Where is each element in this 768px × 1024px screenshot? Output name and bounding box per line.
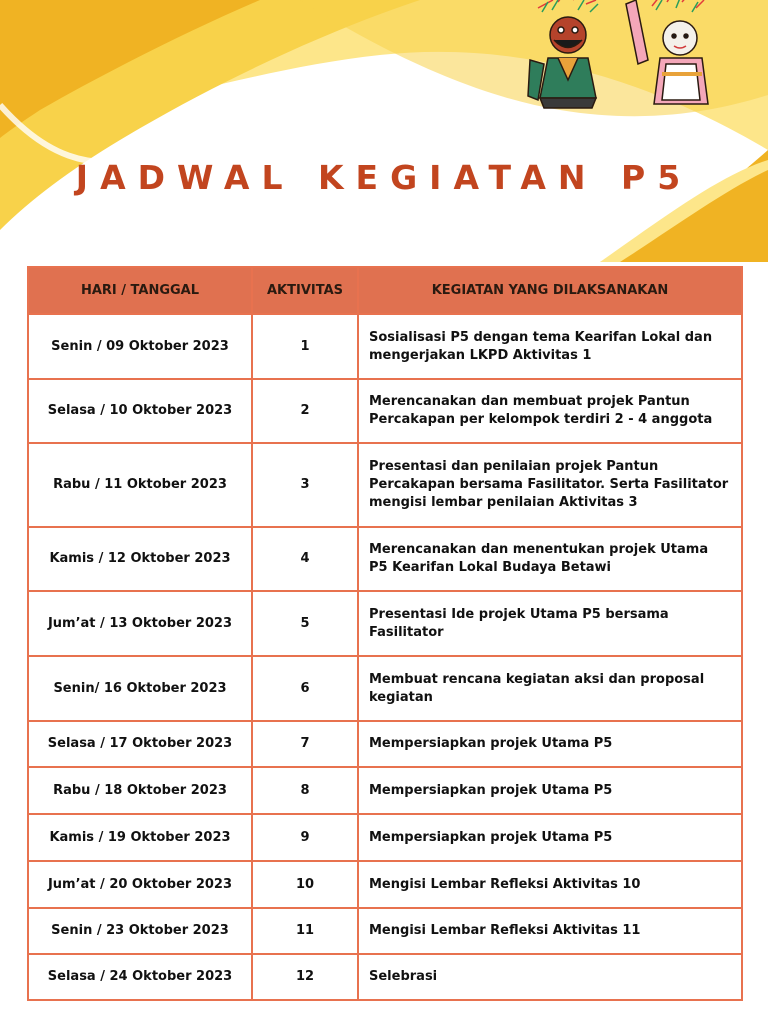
- activity-number-cell: 11: [252, 908, 358, 954]
- date-cell: Kamis / 19 Oktober 2023: [28, 814, 252, 861]
- date-cell: Selasa / 24 Oktober 2023: [28, 954, 252, 1000]
- activity-description-cell: Mempersiapkan projek Utama P5: [358, 814, 742, 861]
- header-hari-tanggal: HARI / TANGGAL: [28, 267, 252, 314]
- activity-description-cell: Merencanakan dan menentukan projek Utama P5 Kearifan Lokal Budaya Betawi: [358, 527, 742, 591]
- ondel-ondel-female-icon: [622, 0, 727, 108]
- date-cell: Senin/ 16 Oktober 2023: [28, 656, 252, 721]
- table-row: [28, 443, 742, 527]
- table-row: [28, 767, 742, 814]
- activity-number-cell: 6: [252, 656, 358, 721]
- date-cell: Jum’at / 13 Oktober 2023: [28, 591, 252, 656]
- activity-number-cell: 9: [252, 814, 358, 861]
- date-cell: Senin / 23 Oktober 2023: [28, 908, 252, 954]
- ondel-ondel-male-icon: [518, 0, 618, 115]
- date-cell: Jum’at / 20 Oktober 2023: [28, 861, 252, 908]
- date-cell: Senin / 09 Oktober 2023: [28, 314, 252, 379]
- header-aktivitas: AKTIVITAS: [252, 267, 358, 314]
- activity-description-cell: Selebrasi: [358, 954, 742, 1000]
- activity-number-cell: 10: [252, 861, 358, 908]
- activity-description-cell: Mengisi Lembar Refleksi Aktivitas 11: [358, 908, 742, 954]
- activity-number-cell: 4: [252, 527, 358, 591]
- activity-number-cell: 12: [252, 954, 358, 1000]
- activity-description-cell: Merencanakan dan membuat projek Pantun Percakapan per kelompok terdiri 2 - 4 anggota: [358, 379, 742, 443]
- table-row: [28, 721, 742, 767]
- activity-description-cell: Mempersiapkan projek Utama P5: [358, 721, 742, 767]
- activity-description-cell: Presentasi dan penilaian projek Pantun Percakapan bersama Fasilitator. Serta Fasilitator mengisi lembar penilaian Aktivitas 3: [358, 443, 742, 527]
- activity-description-cell: Sosialisasi P5 dengan tema Kearifan Lokal dan mengerjakan LKPD Aktivitas 1: [358, 314, 742, 379]
- table-header-row: [28, 267, 742, 314]
- activity-description-cell: Mempersiapkan projek Utama P5: [358, 767, 742, 814]
- date-cell: Selasa / 17 Oktober 2023: [28, 721, 252, 767]
- activity-description-cell: Presentasi Ide projek Utama P5 bersama Fasilitator: [358, 591, 742, 656]
- activity-number-cell: 8: [252, 767, 358, 814]
- header-kegiatan: KEGIATAN YANG DILAKSANAKAN: [358, 267, 742, 314]
- activity-description-cell: Mengisi Lembar Refleksi Aktivitas 10: [358, 861, 742, 908]
- table-row: [28, 954, 742, 1000]
- date-cell: Rabu / 18 Oktober 2023: [28, 767, 252, 814]
- table-row: [28, 861, 742, 908]
- table-row: [28, 591, 742, 656]
- table-row: [28, 314, 742, 379]
- activity-number-cell: 3: [252, 443, 358, 527]
- activity-number-cell: 5: [252, 591, 358, 656]
- table-row: [28, 814, 742, 861]
- date-cell: Kamis / 12 Oktober 2023: [28, 527, 252, 591]
- date-cell: Rabu / 11 Oktober 2023: [28, 443, 252, 527]
- table-row: [28, 527, 742, 591]
- date-cell: Selasa / 10 Oktober 2023: [28, 379, 252, 443]
- activity-number-cell: 2: [252, 379, 358, 443]
- page-title: JADWAL KEGIATAN P5: [75, 158, 693, 197]
- schedule-table: [27, 266, 743, 1001]
- activity-description-cell: Membuat rencana kegiatan aksi dan proposal kegiatan: [358, 656, 742, 721]
- activity-number-cell: 1: [252, 314, 358, 379]
- table-row: [28, 379, 742, 443]
- table-row: [28, 908, 742, 954]
- table-row: [28, 656, 742, 721]
- activity-number-cell: 7: [252, 721, 358, 767]
